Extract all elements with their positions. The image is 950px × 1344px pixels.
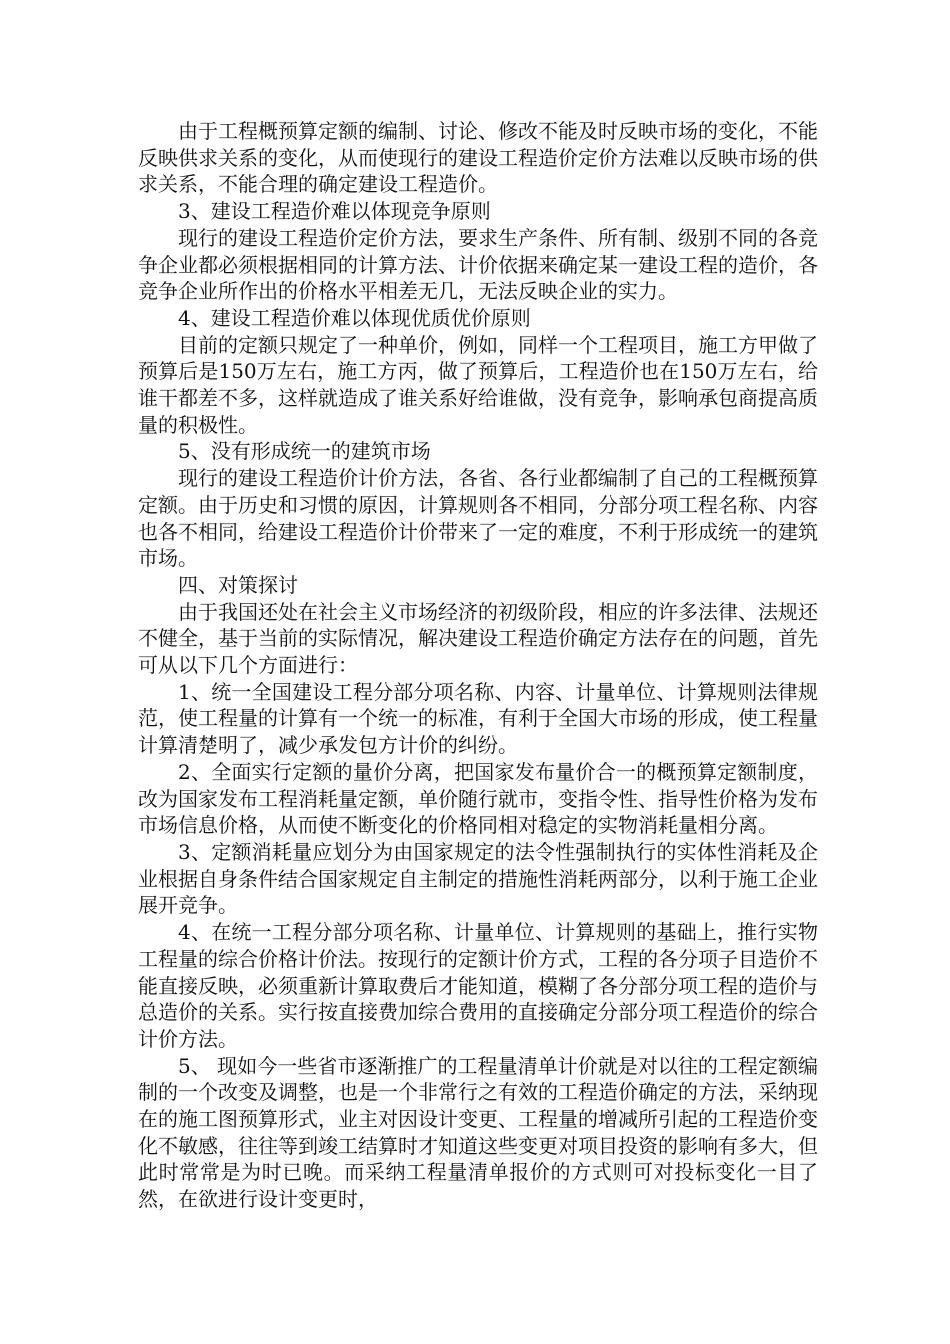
paragraph-measure-4: 4、在统一工程分部分项名称、计量单位、计算规则的基础上，推行实物工程量的综合价格计价法。按现行的定额计价方式，工程的各分项子目造价不能直接反映，必须重新计算取费后才能知道，模糊了各分部分项工程的造价与总造价的关系。实行按直接费加综合费用的直接确定分部分项工程造价的综合计价方法。 [138,920,818,1051]
paragraph-measure-3: 3、定额消耗量应划分为由国家规定的法令性强制执行的实体性消耗及企业根据自身条件结合国家规定自主制定的措施性消耗两部分，以利于施工企业展开竞争。 [138,839,818,918]
document-page [138,118,818,1213]
paragraph-countermeasures-intro: 由于我国还处在社会主义市场经济的初级阶段，相应的许多法律、法规还不健全，基于当前的实际情况，解决建设工程造价确定方法存在的问题，首先可从以下几个方面进行： [138,599,818,678]
heading-countermeasures: 四、对策探讨 [178,572,298,597]
paragraph-measure-5: 5、 现如今一些省市逐渐推广的工程量清单计价就是对以往的工程定额编制的一个改变及调整，也是一个非常行之有效的工程造价确定的方法，采纳现在的施工图预算形式，业主对因设计变更、工程量的增减所引起的工程造价变化不敏感，往往等到竣工结算时才知道这些变更对项目投资的影响有多大，但此时常常是为时已晚。而采纳工程量清单报价的方式则可对投标变化一目了然，在欲进行设计变更时， [138,1053,818,1212]
paragraph-competition: 现行的建设工程造价定价方法，要求生产条件、所有制、级别不同的各竞争企业都必须根据相同的计算方法、计价依据来确定某一建设工程的造价，各竞争企业所作出的价格水平相差无几，无法反映企业的实力。 [138,225,818,304]
paragraph-quality-price: 目前的定额只规定了一种单价，例如，同样一个工程项目，施工方甲做了预算后是150万左右，施工方丙，做了预算后，工程造价也在150万左右，给谁干都差不多，这样就造成了谁关系好给谁做，没有竞争，影响承包商提高质量的积极性。 [138,332,818,437]
paragraph-intro: 由于工程概预算定额的编制、讨论、修改不能及时反映市场的变化，不能反映供求关系的变化，从而使现行的建设工程造价定价方法难以反映市场的供求关系，不能合理的确定建设工程造价。 [138,119,818,197]
paragraph-unified-market: 现行的建设工程造价计价方法，各省、各行业都编制了自己的工程概预算定额。由于历史和习惯的原因，计算规则各不相同，分部分项工程名称、内容也各不相同，给建设工程造价计价带来了一定的难度，不利于形成统一的建筑市场。 [138,466,818,571]
heading-quality-price-principle: 4、建设工程造价难以体现优质优价原则 [178,305,531,330]
heading-unified-market: 5、没有形成统一的建筑市场 [178,439,431,464]
paragraph-measure-1: 1、统一全国建设工程分部分项名称、内容、计量单位、计算规则法律规范，使工程量的计算有一个统一的标准，有利于全国大市场的形成，使工程量计算清楚明了，减少承发包方计价的纠纷。 [138,679,818,758]
paragraph-measure-2: 2、全面实行定额的量价分离，把国家发布量价合一的概预算定额制度，改为国家发布工程消耗量定额，单价随行就市，变指令性、指导性价格为发布市场信息价格，从而使不断变化的价格同相对稳定的实物消耗量相分离。 [138,759,818,838]
heading-competition-principle: 3、建设工程造价难以体现竞争原则 [178,199,491,224]
